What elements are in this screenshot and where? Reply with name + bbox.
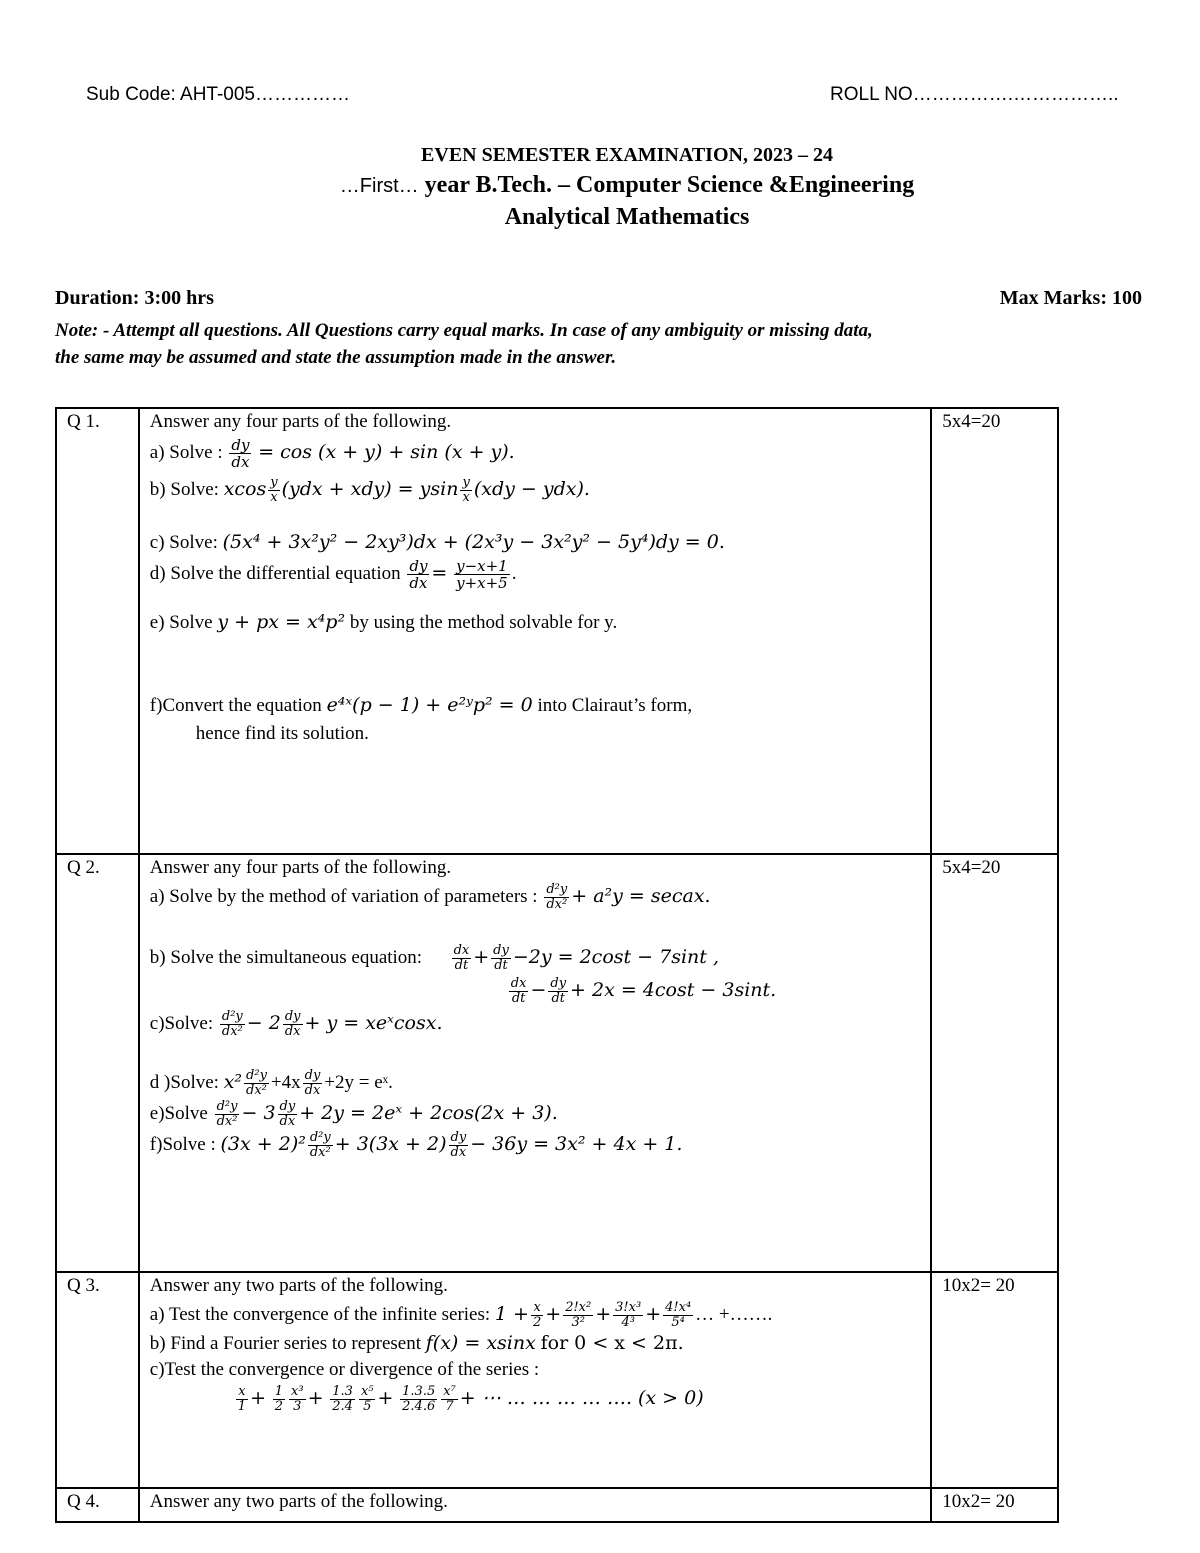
- q2-part-b-eq2: $\frac{dx}{dt}$ − $\frac{dy}{dt}$ + 2x = 4cost − 3sint.: [510, 976, 777, 1006]
- q3-part-b: [150, 1332, 930, 1355]
- q2-part-d: d )Solve: x² $\frac{\text{d²y}}{\text{dx²}}$ +4x $\frac{dy}{dx}$ +2y = eˣ.: [149, 1068, 393, 1098]
- part-label: a) Test the convergence of the infinite series:: [149, 1303, 491, 1325]
- instruction: Answer any four parts of the following.: [149, 411, 452, 432]
- equation: 1 +: [494, 1302, 529, 1325]
- q1-part-e: [150, 611, 930, 634]
- equation: = cos (x + y) + sin (x + y).: [258, 440, 515, 463]
- part-text: for 0 < x < 2π.: [540, 1332, 684, 1354]
- q2-part-a: a) Solve by the method of variation of parameters : $\frac{\text{d²y}}{\text{dx²}}$ + a²y = secax.: [149, 882, 711, 912]
- instruction: Answer any two parts of the following.: [149, 1275, 448, 1296]
- questions-table: [55, 407, 1059, 1523]
- part-label: b) Solve the simultaneous equation:: [149, 946, 423, 968]
- duration: Duration: 3:00 hrs: [55, 287, 214, 309]
- q1-part-d: d) Solve the differential equation $\frac{dy}{dx}$ = $\frac{y-x+1}{y+x+5}$ .: [149, 557, 517, 592]
- equation: e⁴ˣ(p − 1) + e²ʸp² = 0: [326, 694, 533, 716]
- q3-part-a: a) Test the convergence of the infinite series: 1 + $\frac{x}{2}$ + $\frac{\text{2!x²}}{\text{3²}}$ + $\frac{\text{3!x³}}{\text{4³}}$ + $\frac{\text{4!x⁴}}{\text{5⁴}}$ … +…….: [149, 1300, 773, 1330]
- subject-title: Analytical Mathematics: [504, 204, 750, 230]
- equation: x²: [223, 1070, 243, 1093]
- equation: + 2x = 4cost − 3sint.: [570, 978, 777, 1001]
- question-row-4: [56, 1488, 1058, 1522]
- q1-part-f-line2: hence find its solution.: [195, 723, 369, 744]
- year-prefix: …First…: [339, 175, 419, 197]
- roll-no: ROLL NO…………….……………..: [830, 84, 1119, 105]
- part-label: c)Solve:: [149, 1012, 214, 1034]
- question-body: [139, 1488, 931, 1522]
- question-body: [139, 854, 931, 1272]
- max-marks: Max Marks: 100: [999, 287, 1142, 309]
- q2-part-b: b) Solve the simultaneous equation: $\frac{dx}{dt}$ + $\frac{dy}{dt}$ −2y = 2cost − 7sint ,: [149, 943, 720, 973]
- question-marks: 5x4=20: [931, 854, 1058, 1272]
- equation: (xdy − ydx).: [473, 477, 590, 500]
- equation: +4x: [270, 1071, 301, 1093]
- part-label: a) Solve :: [149, 441, 223, 463]
- fraction-numerator: y−x+1: [456, 557, 508, 575]
- q1-part-b: b) Solve: xcos $\frac{y}{x}$ (ydx + xdy) = ysin $\frac{y}{x}$ (xdy − ydx).: [149, 475, 590, 505]
- instruction: Answer any two parts of the following.: [149, 1491, 448, 1512]
- part-label: b) Find a Fourier series to represent: [149, 1333, 422, 1354]
- equation: (5x⁴ + 3x²y² − 2xy³)dx + (2x³y − 3x²y² − 5y⁴)dy = 0.: [222, 531, 725, 553]
- part-label: b) Solve:: [149, 478, 219, 500]
- question-row-3: [56, 1272, 1058, 1488]
- q3-part-c-series: $\frac{x}{1}$ + $\frac{1}{2}$ $\frac{\text{x³}}{3}$ + $\frac{1.3}{2.4}$ $\frac{\text{x⁵}}{5}$ + $\frac{1.3.5}{2.4.6}$ $\frac{\text{x⁷}}{7}$ + ⋯ … … … … …. (x > 0): [237, 1384, 704, 1414]
- instruction: Answer any four parts of the following.: [149, 857, 452, 878]
- q1-part-f: [150, 694, 930, 717]
- equation: − 36y = 3x² + 4x + 1.: [470, 1132, 683, 1155]
- question-marks: 5x4=20: [931, 408, 1058, 854]
- equation: (3x + 2)²: [220, 1132, 306, 1155]
- equation: xcos: [223, 477, 267, 500]
- part-label: f)Convert the equation: [149, 695, 322, 716]
- equation: − 3: [241, 1101, 276, 1124]
- part-label: c) Solve:: [149, 532, 218, 553]
- equation: + y = xeˣcosx.: [304, 1011, 443, 1034]
- equation: + ⋯ … … … … …. (x > 0): [459, 1386, 704, 1409]
- q3-part-c: c)Test the convergence or divergence of the series :: [149, 1359, 540, 1380]
- equation: + 2y = 2eˣ + 2cos(2x + 3).: [299, 1101, 558, 1124]
- q1-part-a: a) Solve : $\frac{dy}{dx}$ = cos (x + y) + sin (x + y).: [149, 436, 515, 471]
- year-rest: year B.Tech. – Computer Science &Engineering: [418, 172, 915, 198]
- question-marks: 10x2= 20: [931, 1272, 1058, 1488]
- program-line: [0, 172, 1200, 199]
- q2-part-f: f)Solve : (3x + 2)² $\frac{\text{d²y}}{\text{dx²}}$ + 3(3x + 2) $\frac{dy}{dx}$ − 36y = 3x² + 4x + 1.: [149, 1130, 683, 1160]
- question-number: Q 3.: [56, 1272, 139, 1488]
- note-line-1: Note: - Attempt all questions. All Questions carry equal marks. In case of any ambiguity or missing data,: [55, 320, 873, 341]
- equation: + 3(3x + 2): [334, 1132, 447, 1155]
- part-label: d )Solve:: [149, 1071, 219, 1093]
- part-label: a) Solve by the method of variation of parameters :: [149, 885, 538, 907]
- equation: f(x) = xsinx: [425, 1332, 536, 1354]
- part-label: d) Solve the differential equation: [149, 562, 401, 584]
- equation: − 2: [246, 1011, 281, 1034]
- question-marks: 10x2= 20: [931, 1488, 1058, 1522]
- question-number: Q 4.: [56, 1488, 139, 1522]
- sub-code: Sub Code: AHT-005……………: [86, 84, 350, 105]
- question-number: Q 1.: [56, 408, 139, 854]
- equation: (ydx + xdy) = ysin: [281, 477, 459, 500]
- part-label: e) Solve: [149, 612, 213, 633]
- question-body: [139, 1272, 931, 1488]
- q1-part-c: [150, 531, 930, 554]
- part-label: f)Solve :: [149, 1133, 216, 1155]
- equation: +2y = eˣ.: [324, 1071, 393, 1093]
- part-label: e)Solve: [149, 1102, 208, 1124]
- question-body: [139, 408, 931, 854]
- equation: −2y = 2cost − 7sint ,: [512, 945, 720, 968]
- exam-title: EVEN SEMESTER EXAMINATION, 2023 – 24: [421, 144, 833, 166]
- question-row-2: [56, 854, 1058, 1272]
- note-line-2: the same may be assumed and state the assumption made in the answer.: [55, 347, 617, 368]
- question-number: Q 2.: [56, 854, 139, 1272]
- equation: + a²y = secax.: [571, 884, 711, 907]
- part-text: into Clairaut’s form,: [537, 695, 693, 716]
- equation: … +…….: [695, 1303, 773, 1325]
- q2-part-c: c)Solve: $\frac{\text{d²y}}{\text{dx²}}$ − 2 $\frac{dy}{dx}$ + y = xeˣcosx.: [149, 1009, 443, 1039]
- question-row-1: [56, 408, 1058, 854]
- fraction-denominator: y+x+5: [456, 574, 508, 592]
- part-text: by using the method solvable for y.: [349, 612, 618, 633]
- q2-part-e: e)Solve $\frac{\text{d²y}}{\text{dx²}}$ − 3 $\frac{dy}{dx}$ + 2y = 2eˣ + 2cos(2x + 3).: [149, 1099, 558, 1129]
- equation: y + px = x⁴p²: [217, 611, 346, 633]
